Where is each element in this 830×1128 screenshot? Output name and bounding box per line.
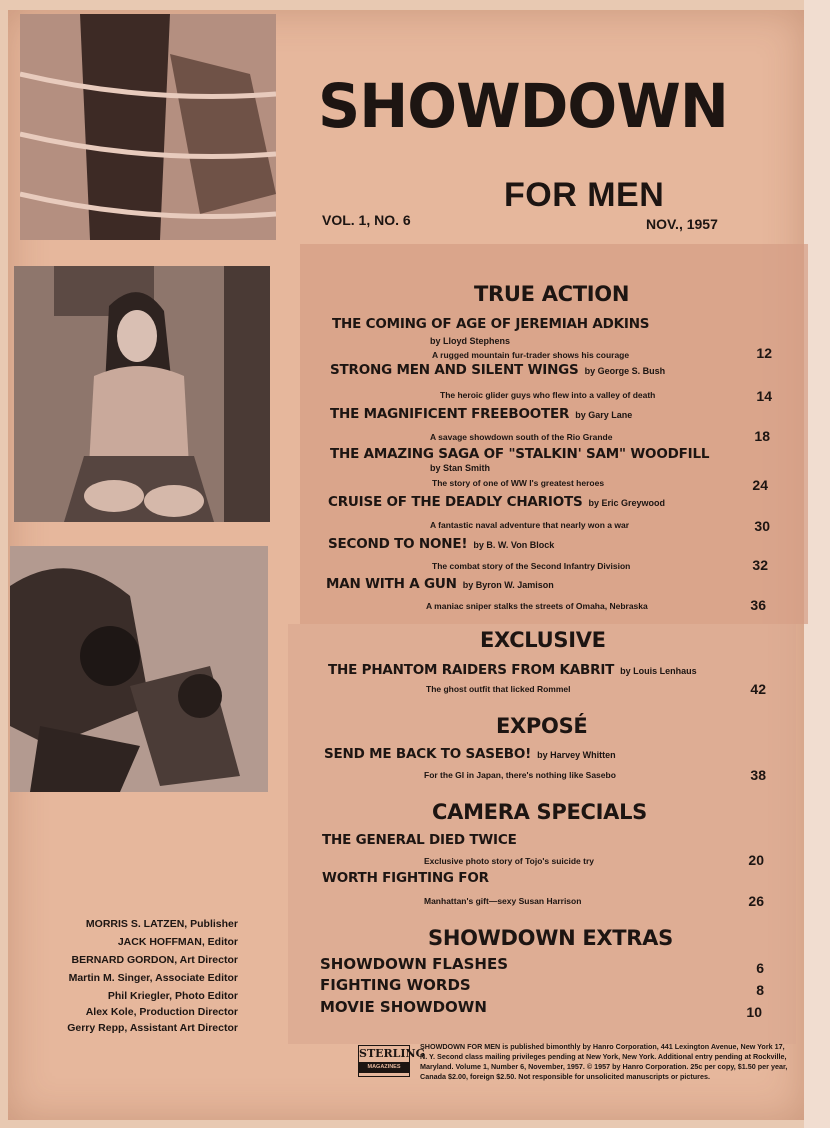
toc-page-number: 32 xyxy=(752,557,768,573)
staff-line: BERNARD GORDON, Art Director xyxy=(71,954,238,966)
masthead xyxy=(318,71,738,142)
toc-entry-desc: For the GI in Japan, there's nothing like Sasebo xyxy=(424,770,616,780)
magazine-subtitle: FOR MEN xyxy=(504,176,665,214)
toc-entry-desc: A rugged mountain fur-trader shows his courage xyxy=(432,350,630,360)
toc-entry-desc: Exclusive photo story of Tojo's suicide try xyxy=(424,856,595,866)
section-heading: EXPOSÉ xyxy=(496,714,588,738)
magazine-title: SHOWDOWN xyxy=(318,71,728,142)
top-left-photo xyxy=(20,14,276,240)
woman-photo xyxy=(14,266,270,522)
toc-entry-title: STRONG MEN AND SILENT WINGS by George S. Bush xyxy=(330,362,666,378)
toc-entry-desc: A savage showdown south of the Rio Grande xyxy=(430,432,613,442)
toc-page-number: 12 xyxy=(756,345,772,361)
toc-page-number: 24 xyxy=(752,477,768,493)
toc-entry-title: WORTH FIGHTING FOR xyxy=(322,870,489,886)
staff-line: Gerry Repp, Assistant Art Director xyxy=(67,1022,238,1034)
toc-page-number: 14 xyxy=(756,388,772,404)
toc-entry-desc: The heroic glider guys who flew into a valley of death xyxy=(440,390,656,400)
staff-line: Phil Kriegler, Photo Editor xyxy=(107,990,238,1002)
toc-entry-desc: The combat story of the Second Infantry Division xyxy=(432,561,631,571)
section-heading: TRUE ACTION xyxy=(474,282,630,306)
toc-entry-title: THE MAGNIFICENT FREEBOOTER by Gary Lane xyxy=(330,406,633,422)
staff-credits xyxy=(20,918,238,1038)
toc-entry-title: THE GENERAL DIED TWICE xyxy=(322,832,517,848)
toc-entry-desc: A fantastic naval adventure that nearly won a war xyxy=(430,520,630,530)
section-heading: EXCLUSIVE xyxy=(480,628,606,652)
volume-number: VOL. 1, NO. 6 xyxy=(322,212,411,228)
toc-entry-byline: by Stan Smith xyxy=(430,463,491,473)
section-heading: SHOWDOWN EXTRAS xyxy=(428,926,673,950)
toc-page-number: 36 xyxy=(750,597,766,613)
toc-extra-title: MOVIE SHOWDOWN xyxy=(320,998,487,1016)
toc-extra-title: SHOWDOWN FLASHES xyxy=(320,955,508,973)
toc-page-number: 30 xyxy=(754,518,770,534)
toc-entry-title: THE PHANTOM RAIDERS FROM KABRIT by Louis Lenhaus xyxy=(328,662,697,678)
toc-page-number: 42 xyxy=(750,681,766,697)
toc-page-number: 6 xyxy=(756,960,764,976)
toc-page-number: 8 xyxy=(756,982,764,998)
toc-page-number: 38 xyxy=(750,767,766,783)
toc-page-number: 10 xyxy=(746,1004,762,1020)
toc-entry-title: MAN WITH A GUN by Byron W. Jamison xyxy=(326,576,554,592)
toc-entry-desc: A maniac sniper stalks the streets of Omaha, Nebraska xyxy=(426,601,648,611)
staff-line: MORRIS S. LATZEN, Publisher xyxy=(85,918,238,930)
toc-page-number: 26 xyxy=(748,893,764,909)
publication-imprint: SHOWDOWN FOR MEN is published bimonthly by Hanro Corporation, 441 Lexington Avenue, New York 17, N. Y. Second class mailing privileges pending at New York, New York. Additional entry pending at Rockville, Maryland. Volume 1, Number 6, November, 1957. © 1957 by Hanro Corporation. 25c per copy, $1.50 per year, Canada $2.00, foreign $2.50. Not responsible for unsolicited manuscripts or pictures. xyxy=(420,1042,788,1081)
toc-entry-desc: The story of one of WW I's greatest heroes xyxy=(432,478,605,488)
section-heading: CAMERA SPECIALS xyxy=(432,800,647,824)
toc-extra-title: FIGHTING WORDS xyxy=(320,976,471,994)
toc-entry-title: CRUISE OF THE DEADLY CHARIOTS by Eric Greywood xyxy=(328,494,666,510)
sterling-magazines-logo: STERLING MAGAZINES xyxy=(358,1045,410,1077)
issue-date: NOV., 1957 xyxy=(646,216,718,232)
toc-entry-title: SECOND TO NONE! by B. W. Von Block xyxy=(328,536,555,552)
toc-entry-desc: Manhattan's gift—sexy Susan Harrison xyxy=(424,896,582,906)
toc-page-number: 18 xyxy=(754,428,770,444)
staff-line: Alex Kole, Production Director xyxy=(85,1006,238,1018)
toc-entry-byline: by Lloyd Stephens xyxy=(430,336,511,346)
toc-entry-title: THE COMING OF AGE OF JEREMIAH ADKINS xyxy=(332,316,650,332)
toc-entry-title: SEND ME BACK TO SASEBO! by Harvey Whitten xyxy=(324,746,616,762)
staff-line: Martin M. Singer, Associate Editor xyxy=(68,972,238,984)
toc-entry-desc: The ghost outfit that licked Rommel xyxy=(426,684,571,694)
toc-page-number: 20 xyxy=(748,852,764,868)
staff-line: JACK HOFFMAN, Editor xyxy=(117,936,238,948)
toc-entry-title: THE AMAZING SAGA OF "STALKIN' SAM" WOODFILL xyxy=(330,446,710,462)
combat-photo xyxy=(10,546,268,792)
